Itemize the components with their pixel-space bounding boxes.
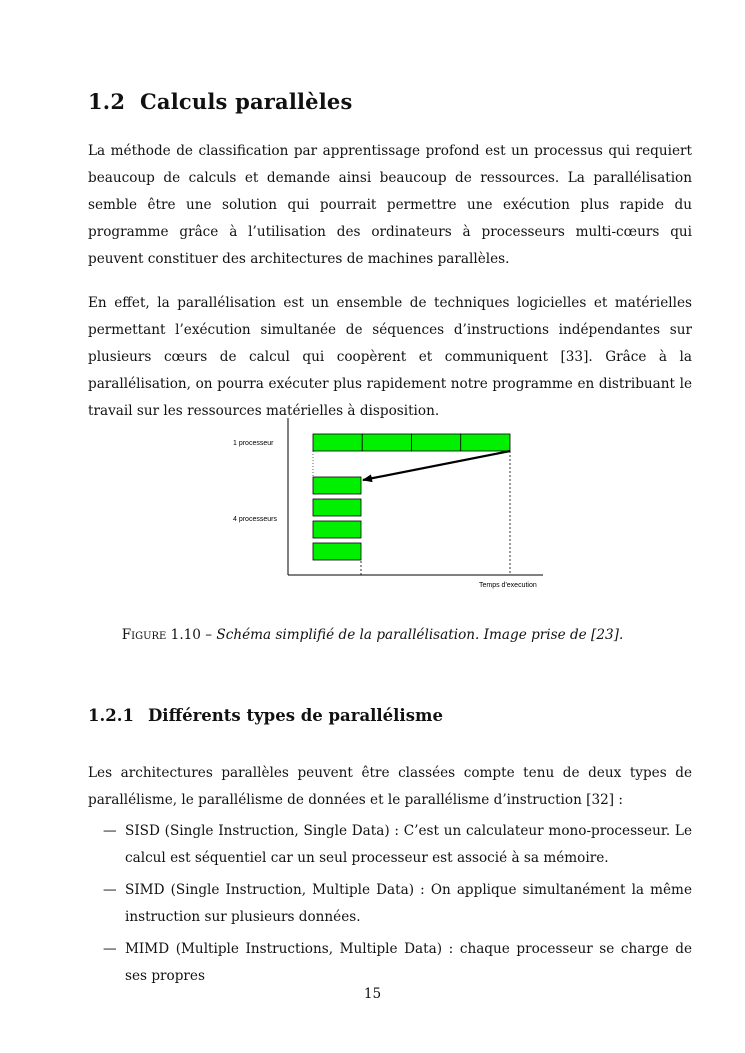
paragraph-definition: En effet, la parallélisation est un ensemble de techniques logicielles et matérielles permettant l’exécution simultanée de séquences d’instructions indépendantes sur plusieurs cœurs de calcul qui coopèrent et communiquent [33]. Grâce à la parallélisation, on pourra exécuter plus rapidement notre programme en distribuant le travail sur les ressources matérielles à disposition. [88, 295, 692, 419]
four-processor-task-bar [313, 477, 361, 494]
one-processor-task-segment [412, 434, 461, 451]
list-item-text: MIMD (Multiple Instructions, Multiple Data) : chaque processeur se charge de ses propres [125, 941, 692, 984]
list-dash: — [103, 941, 117, 957]
speedup-arrow [363, 451, 510, 480]
one-processor-task-segment [313, 434, 362, 451]
xaxis-label: Temps d'execution [479, 582, 537, 589]
parallelism-list [103, 818, 692, 995]
list-item-text: SIMD (Single Instruction, Multiple Data) : On applique simultanément la même instruction sur plusieurs données. [125, 882, 692, 925]
subsection-number: 1.2.1 [88, 706, 134, 725]
four-processor-task-bar [313, 543, 361, 560]
caption-label: Figure 1.10 – [121, 627, 213, 643]
subsection-title: Différents types de parallélisme [148, 706, 443, 725]
list-dash: — [103, 882, 117, 898]
section-title: Calculs parallèles [140, 89, 353, 115]
paragraph-intro: La méthode de classification par apprentissage profond est un processus qui requiert beaucoup de calculs et demande ainsi beaucoup de ressources. La parallélisation semble être une solution qui pourrait permettre une exécution plus rapide du programme grâce à l’utilisation des ordinateurs à processeurs multi-cœurs qui peuvent constituer des architectures de machines parallèles. [88, 143, 692, 267]
label-four-processors: 4 processeurs [233, 516, 277, 523]
section-heading [88, 89, 353, 114]
label-one-processor: 1 processeur [233, 440, 274, 447]
subsection-heading [88, 706, 443, 725]
list-dash: — [103, 823, 117, 839]
page-number: 15 [363, 986, 382, 1002]
paragraph-types: Les architectures parallèles peuvent être classées compte tenu de deux types de parallélisme, le parallélisme de données et le parallélisme d’instruction [32] : [88, 765, 692, 808]
list-item-text: SISD (Single Instruction, Single Data) : C’est un calculateur mono-processeur. Le calcul est séquentiel car un seul processeur est associé à sa mémoire. [125, 823, 692, 866]
one-processor-task-segment [461, 434, 510, 451]
one-processor-task-segment [362, 434, 411, 451]
list-item [103, 877, 692, 931]
four-processor-task-bar [313, 499, 361, 516]
parallelization-figure [225, 410, 555, 595]
four-processor-task-bar [313, 521, 361, 538]
caption-text: Schéma simplifié de la parallélisation. Image prise de [23]. [216, 627, 624, 643]
list-item [103, 936, 692, 990]
figure-caption [0, 627, 745, 643]
section-number: 1.2 [88, 89, 126, 115]
list-item [103, 818, 692, 872]
